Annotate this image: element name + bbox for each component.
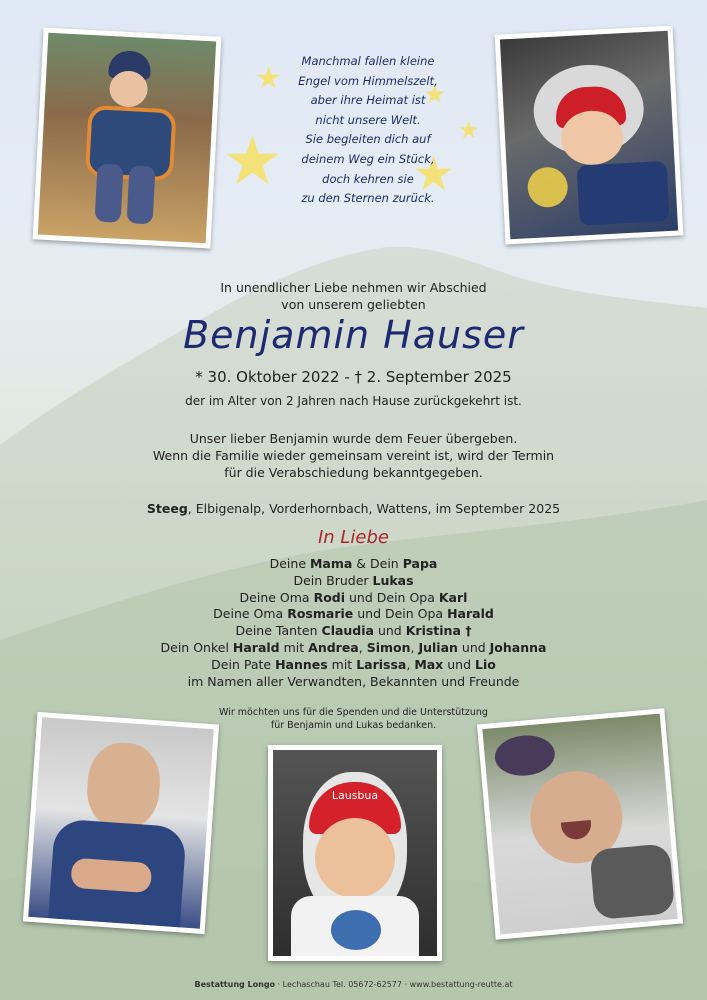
poem-line: Sie begleiten dich auf [305,132,431,147]
hat-lettering: Lausbua [309,782,401,834]
footer [0,980,707,989]
family-line: Dein Onkel Harald mit Andrea, Simon, Julian und Johanna [160,639,547,655]
family-list [0,556,707,690]
thanks-line: für Benjamin und Lukas bedanken. [270,720,437,731]
footer-contact: · Lechaschau Tel. 05672-62577 · www.bestattung-reutte.at [275,980,513,989]
photo-baby-sitting-couch [33,27,222,248]
announcement [0,430,707,481]
star-icon: ★ [412,146,456,202]
intro-line: von unserem geliebten [281,297,426,312]
intro-line: In unendlicher Liebe nehmen wir Abschied [220,280,487,295]
family-line: Deine Tanten Claudia und Kristina † [235,623,472,639]
poem-line: Manchmal fallen kleine [301,54,435,68]
photo-baby-laughing [477,708,683,940]
in-liebe-heading: In Liebe [317,527,390,548]
announcement-line: Wenn die Familie wieder gemeinsam vereint ist, wird der Termin [152,448,555,463]
announcement-line: Unser lieber Benjamin wurde dem Feuer übergeben. [189,431,518,446]
thanks-line: Wir möchten uns für die Spenden und die Unterstützung [219,707,488,718]
poem-line: deinem Weg ein Stück, [301,151,435,166]
announcement-line: für die Verabschiedung bekanntgegeben. [224,465,483,480]
family-line: Deine Mama & Dein Papa [269,556,438,571]
photo-baby-stroller-red-hat [495,25,684,244]
age-statement: der im Alter von 2 Jahren nach Hause zurückgekehrt ist. [185,394,522,408]
poem [268,52,468,209]
location-rest: , Elbigenalp, Vorderhornbach, Wattens, im September 2025 [187,501,561,516]
footer-company: Bestattung Longo [194,980,276,989]
poem-line: nicht unsere Welt. [315,112,421,127]
poem-line: Engel vom Himmelszelt, [298,73,438,88]
poem-line: aber ihre Heimat ist [310,93,426,108]
poem-line: zu den Sternen zurück. [301,191,435,206]
intro-text [0,279,707,313]
poem-line: doch kehren sie [322,171,414,186]
photo-baby-lausbua-hat [268,745,442,961]
star-icon: ★ [222,122,283,201]
location-line [0,501,707,516]
location-place: Steeg [146,501,188,516]
family-line: Deine Oma Rosmarie und Dein Opa Harald [213,606,494,622]
family-line: Dein Bruder Lukas [293,572,414,588]
family-line: Dein Pate Hannes mit Larissa, Max und Lio [211,656,496,672]
photo-baby-lying [23,712,219,934]
star-icon: ★ [458,116,480,144]
family-line: Deine Oma Rodi und Dein Opa Karl [239,589,468,605]
deceased-name: Benjamin Hauser [183,313,524,357]
star-icon: ★ [423,80,447,110]
life-dates: * 30. Oktober 2022 - † 2. September 2025 [195,368,512,386]
star-icon: ★ [255,61,282,96]
family-line: im Namen aller Verwandten, Bekannten und Freunde [187,673,520,689]
